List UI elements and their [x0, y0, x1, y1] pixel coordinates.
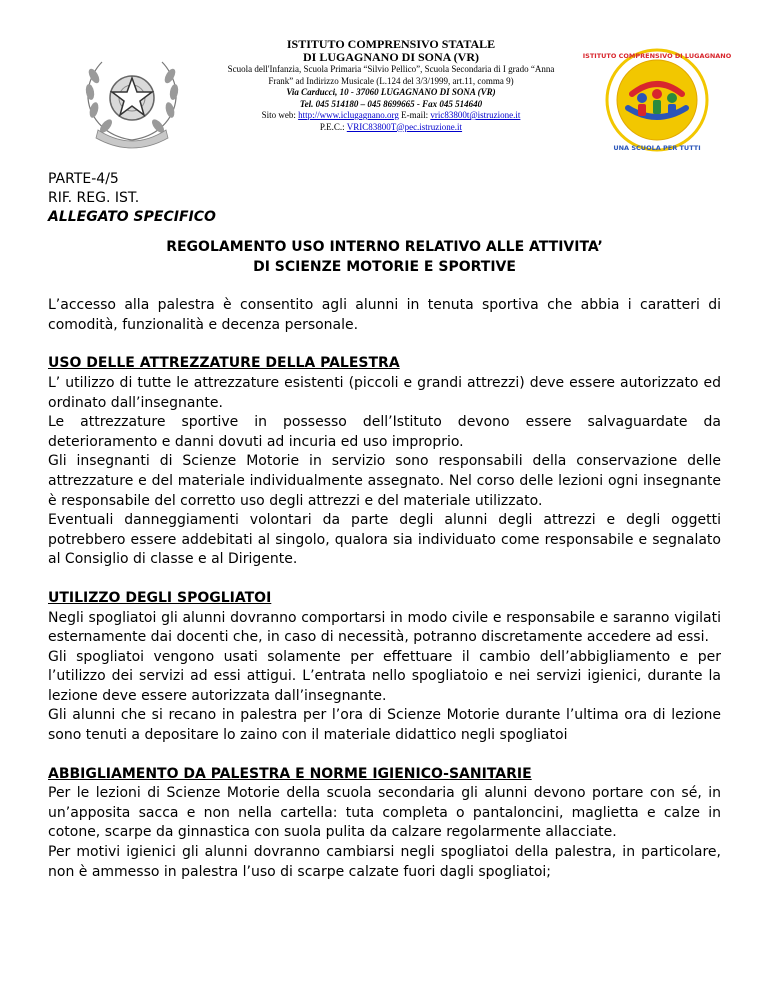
school-logo-icon: [582, 46, 732, 154]
school-address: Via Carducci, 10 - 37060 LUGAGNANO DI SONA (VR): [286, 87, 496, 97]
paragraph: Negli spogliatoi gli alunni dovranno comportarsi in modo civile e responsabile e saranno vigilati esternamente dai docenti che, in caso di necessità, potranno discretamente accedere ad essi.: [48, 609, 721, 646]
paragraph: Gli spogliatoi vengono usati solamente per effettuare il cambio dell’abbigliamento e per l’utilizzo dei servizi ad essi attigui. L’entrata nello spogliatoio e nei servizi igienici, durante la lezione deve essere autorizzata dall’insegnante.: [48, 648, 721, 704]
ref-part: PARTE-4/5: [48, 171, 119, 187]
section-clothing-hygiene: [48, 765, 721, 883]
ref-reg: RIF. REG. IST.: [48, 190, 140, 206]
section-heading: USO DELLE ATTREZZATURE DELLA PALESTRA: [48, 355, 400, 372]
school-pec-line: [200, 122, 582, 134]
school-title-line-2: DI LUGAGNANO DI SONA (VR): [302, 50, 479, 64]
document-title-line-1: REGOLAMENTO USO INTERNO RELATIVO ALLE ATTIVITA’: [166, 239, 603, 255]
paragraph: Gli alunni che si recano in palestra per l’ora di Scienze Motorie durante l’ultima ora di lezione sono tenuti a depositare lo zaino con il materiale didattico negli spogliatoi: [48, 707, 721, 744]
email-link[interactable]: vric83800t@istruzione.it: [430, 110, 521, 120]
paragraph: Eventuali danneggiamenti volontari da parte degli alunni degli attrezzi e degli oggetti potrebbero essere addebitati al singolo, qualora sia individuato come responsabile e segnalato al Consiglio di classe e al Dirigente.: [48, 512, 721, 568]
website-link[interactable]: http://www.iclugagnano.org: [298, 110, 399, 120]
school-subtitle-line-2: Frank” ad Indirizzo Musicale (L.124 del 3/3/1999, art.11, comma 9): [268, 75, 514, 86]
italian-republic-emblem-icon: [76, 56, 188, 146]
paragraph: Per le lezioni di Scienze Motorie della scuola secondaria gli alunni devono portare con sé, in un’apposita sacca e non nella cartella: tuta completa o pantaloncini, maglietta e calze in cotone, scarpe da ginnastica con suola pulita da calzare regolarmente allacciate.: [48, 785, 721, 841]
pec-label: P.E.C.:: [319, 121, 345, 132]
document-references: [48, 170, 216, 227]
section-equipment: [48, 354, 721, 570]
school-phone: Tel. 045 514180 – 045 8699665 - Fax 045 514640: [299, 98, 483, 109]
section-heading: ABBIGLIAMENTO DA PALESTRA E NORME IGIENICO-SANITARIE: [48, 765, 532, 782]
document-body: [48, 238, 721, 882]
letterhead: [0, 37, 768, 152]
school-web-line: [200, 110, 582, 122]
section-heading: UTILIZZO DEGLI SPOGLIATOI: [48, 589, 272, 606]
school-subtitle-line-1: Scuola dell'Infanzia, Scuola Primaria “Silvio Pellico”, Scuola Secondaria di I grado “Anna: [227, 64, 555, 74]
logo-text-bottom: UNA SCUOLA PER TUTTI: [613, 144, 701, 152]
school-info: [200, 38, 582, 133]
document-title: [48, 238, 721, 277]
paragraph: L’ utilizzo di tutte le attrezzature esistenti (piccoli e grandi attrezzi) deve essere autorizzato ed ordinato dall’insegnante.: [48, 374, 721, 411]
school-title-line-1: ISTITUTO COMPRENSIVO STATALE: [286, 37, 496, 51]
paragraph: Per motivi igienici gli alunni dovranno cambiarsi negli spogliatoi della palestra, in particolare, non è ammesso in palestra l’uso di scarpe calzate fuori dagli spogliatoi;: [48, 844, 721, 880]
email-label: E-mail:: [401, 110, 429, 120]
document-title-line-2: DI SCIENZE MOTORIE E SPORTIVE: [253, 258, 516, 275]
paragraph: Le attrezzature sportive in possesso dell’Istituto devono essere salvaguardate da deterioramento e danni dovuti ad incuria ed uso improprio.: [48, 414, 721, 450]
web-label: Sito web:: [261, 110, 296, 120]
logo-text-top: ISTITUTO COMPRENSIVO DI LUGAGNANO: [582, 52, 732, 60]
ref-attachment: ALLEGATO SPECIFICO: [48, 209, 216, 225]
intro-paragraph: L’accesso alla palestra è consentito agli alunni in tenuta sportiva che abbia i caratteri di comodità, funzionalità e decenza personale.: [48, 297, 721, 333]
section-locker-rooms: [48, 589, 721, 746]
paragraph: Gli insegnanti di Scienze Motorie in servizio sono responsabili della conservazione delle attrezzature e del materiale individualmente assegnato. Nel corso delle lezioni ogni insegnante è responsabile del corretto uso degli attrezzi e del materiale utilizzato.: [48, 453, 721, 509]
pec-link[interactable]: VRIC83800T@pec.istruzione.it: [346, 121, 463, 132]
